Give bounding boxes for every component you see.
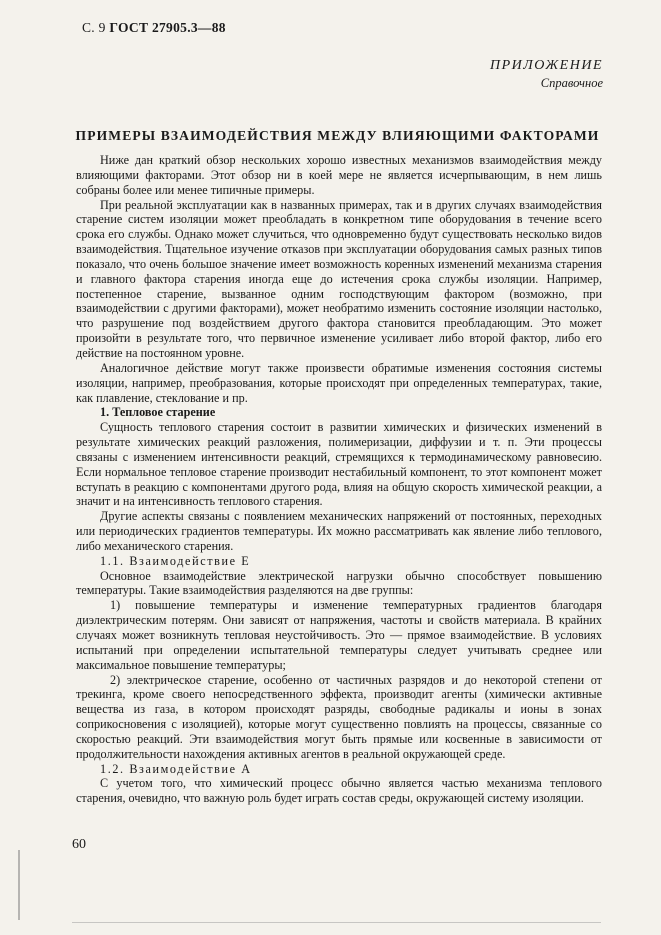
header-standard-code: ГОСТ 27905.3—88 (109, 20, 226, 35)
paragraph-real-operation: При реальной эксплуатации как в названных примерах, так и в других случаях взаимодействия старение систем изоляции может преобладать в конкретном типе оборудования в течение всего срока его службы. Однако может случиться, что одновременно будут существовать несколько видов взаимодействия. Тщательное изучение отказов при эксплуатации оборудования самых разных типов показало, что очень большое значение имеет возможность коренных изменений механизма старения и главного фактора старения иногда еще до истечения срока службы изоляции. Например, постепенное старение, вызванное одним господствующим фактором (возможно, при взаимодействии с другими факторами), может необратимо изменить состояние изоляции настолько, что разрушение под воздействием другого фактора становится преобладающим. Это может произойти в результате того, что первичное изменение усиливает либо второй фактор, либо его действие на постоянном уровне. (76, 197, 602, 360)
paragraph-thermal-essence: Сущность теплового старения состоит в развитии химических и физических изменений в результате химических реакций разложения, полимеризации, диффузии и т. п. Эти процессы связаны с изменением интенсивности реакций, стремящихся к термодинамическому равновесию. Если нормальное тепловое старение производит нестабильный компонент, то этот компонент может вступать в реакцию с компонентами другого рода, влияя на общую скорость химической реакции, а значит и на интенсивность теплового старения. (76, 420, 602, 509)
paragraph-chemical-process: С учетом того, что химический процесс обычно является частью механизма теплового старения, очевидно, что важную роль будет играть состав среды, окружающей систему изоляции. (76, 776, 602, 806)
page-header (82, 20, 226, 36)
page-number: 60 (72, 837, 86, 852)
paragraph-item-1: 1) повышение температуры и изменение температурных градиентов благодаря диэлектрическим потерям. Они зависят от напряжения, частоты и свойств материала. В крайних случаях может возникнуть тепловая неустойчивость. Это — прямое взаимодействие. В условиях испытаний при определении испытательной температуры следует учитывать среднее или максимальное повышение температуры; (76, 598, 602, 672)
paragraph-electrical-load: Основное взаимодействие электрической нагрузки обычно способствует повышению температуры. Такие взаимодействия разделяются на две группы: (76, 568, 602, 598)
paragraph-mechanical-aspects: Другие аспекты связаны с появлением механических напряжений от постоянных, переходных или периодических градиентов температуры. Их можно рассматривать как явление либо теплового, либо механического старения. (76, 509, 602, 553)
subsection-heading-interaction-a: 1.2. Взаимодействие А (100, 761, 252, 776)
paragraph-intro: Ниже дан краткий обзор нескольких хорошо известных механизмов взаимодействия между влияющими факторами. Этот обзор ни в коей мере не является исчерпывающим, в нем лишь собраны более или менее типичные примеры. (76, 153, 602, 197)
subsection-heading-interaction-e: 1.1. Взаимодействие Е (100, 553, 251, 568)
document-body (76, 153, 602, 806)
paragraph-reversible-changes: Аналогичное действие могут также произвести обратимые изменения состояния системы изоляции, например, преобразования, которые происходят при определенных температурах, такие, как плавление, стеклование и пр. (76, 360, 602, 405)
header-page-prefix: С. 9 (82, 20, 106, 35)
section-heading-thermal-aging: 1. Тепловое старение (100, 405, 216, 420)
scan-bottom-artifact (72, 922, 601, 923)
appendix-title: ПРИЛОЖЕНИЕ (490, 58, 603, 73)
scan-edge-artifact (18, 850, 20, 920)
appendix-label (490, 58, 603, 91)
paragraph-item-2: 2) электрическое старение, особенно от частичных разрядов и до некоторой степени от трекинга, кроме своего непосредственного эффекта, производит агенты (химически активные вещества из газа, в котором происходят разряды, свободные радикалы и ионы в зонах соприкосновения с изоляцией), которые могут существенно повлиять на процессы, связанные со скоростью реакций. Эти взаимодействия могут быть прямые или косвенные в зависимости от продолжительности нахождения активных агентов в реальной окружающей среде. (76, 672, 602, 761)
appendix-subtitle: Справочное (540, 76, 603, 90)
document-title: ПРИМЕРЫ ВЗАИМОДЕЙСТВИЯ МЕЖДУ ВЛИЯЮЩИМИ ФАКТОРАМИ (75, 128, 600, 143)
